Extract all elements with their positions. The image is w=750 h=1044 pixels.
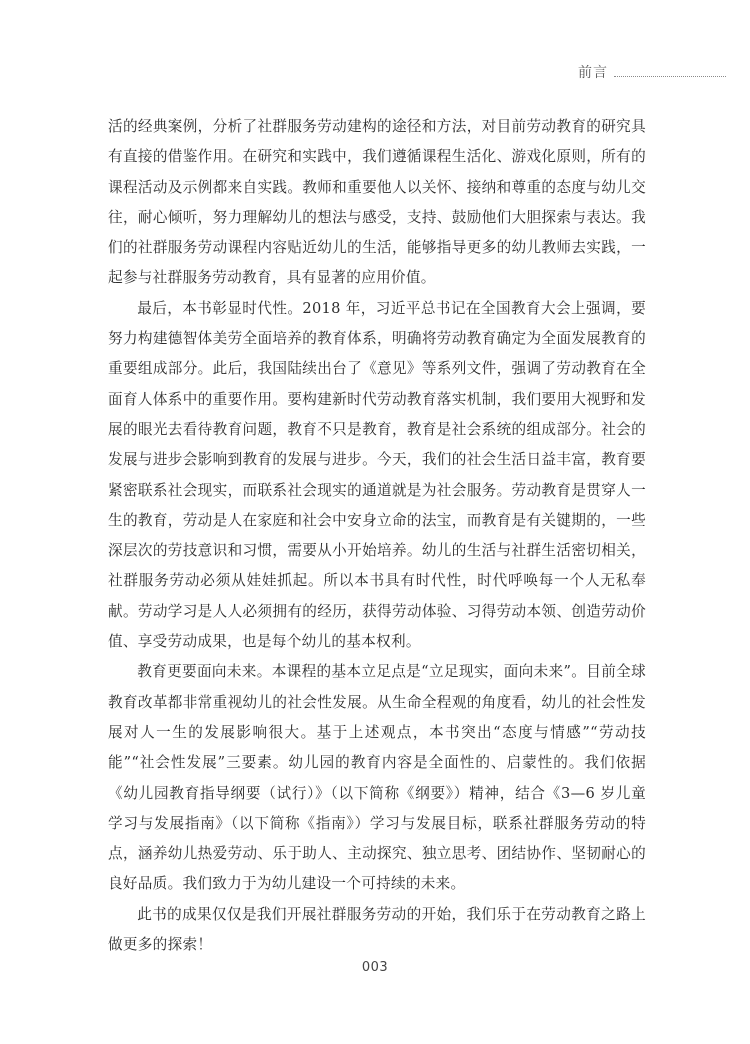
section-title: 前言: [578, 65, 608, 81]
paragraph-continued: 活的经典案例，分析了社群服务劳动建构的途径和方法，对目前劳动教育的研究具有直接的借鉴作用。在研究和实践中，我们遵循课程生活化、游戏化原则，所有的课程活动及示例都来自实践。教师和重要他人以关怀、接纳和尊重的态度与幼儿交往，耐心倾听，努力理解幼儿的想法与感受，支持、鼓励他们大胆探索与表达。我们的社群服务劳动课程内容贴近幼儿的生活，能够指导更多的幼儿教师去实践，一起参与社群服务劳动教育，具有显著的应用价值。: [108, 118, 646, 287]
running-header: [578, 62, 726, 82]
paragraph-future: 教育更要面向未来。本课程的基本立足点是“立足现实，面向未来”。目前全球教育改革都非常重视幼儿的社会性发展。从生命全程观的角度看，幼儿的社会性发展对人一生的发展影响很大。基于上述观点，本书突出“态度与情感”“劳动技能”“社会性发展”三要素。幼儿园的教育内容是全面性的、启蒙性的。我们依据《幼儿园教育指导纲要（试行）》（以下简称《纲要》）精神，结合《3—6 岁儿童学习与发展指南》（以下简称《指南》）学习与发展目标，联系社群服务劳动的特点，涵养幼儿热爱劳动、乐于助人、主动探究、独立思考、团结协作、坚韧耐心的良好品质。我们致力于为幼儿建设一个可持续的未来。: [108, 663, 646, 893]
page-number: 003: [361, 960, 389, 975]
paragraph-closing: 此书的成果仅仅是我们开展社群服务劳动的开始，我们乐于在劳动教育之路上做更多的探索！: [108, 905, 646, 954]
body-text: [108, 112, 646, 960]
paragraph-timeliness: 最后，本书彰显时代性。2018 年，习近平总书记在全国教育大会上强调，要努力构建德智体美劳全面培养的教育体系，明确将劳动教育确定为全面发展教育的重要组成部分。此后，我国陆续出台了《意见》等系列文件，强调了劳动教育在全面育人体系中的重要作用。要构建新时代劳动教育落实机制，我们要用大视野和发展的眼光去看待教育问题，教育不只是教育，教育是社会系统的组成部分。社会的发展与进步会影响到教育的发展与进步。今天，我们的社会生活日益丰富，教育要紧密联系社会现实，而联系社会现实的通道就是为社会服务。劳动教育是贯穿人一生的教育，劳动是人在家庭和社会中安身立命的法宝，而教育是有关键期的，一些深层次的劳技意识和习惯，需要从小开始培养。幼儿的生活与社群生活密切相关，社群服务劳动必须从娃娃抓起。所以本书具有时代性，时代呼唤每一个人无私奉献。劳动学习是人人必须拥有的经历，获得劳动体验、习得劳动本领、创造劳动价值、享受劳动成果，也是每个幼儿的基本权利。: [108, 299, 646, 651]
header-dotted-rule: [614, 76, 726, 77]
